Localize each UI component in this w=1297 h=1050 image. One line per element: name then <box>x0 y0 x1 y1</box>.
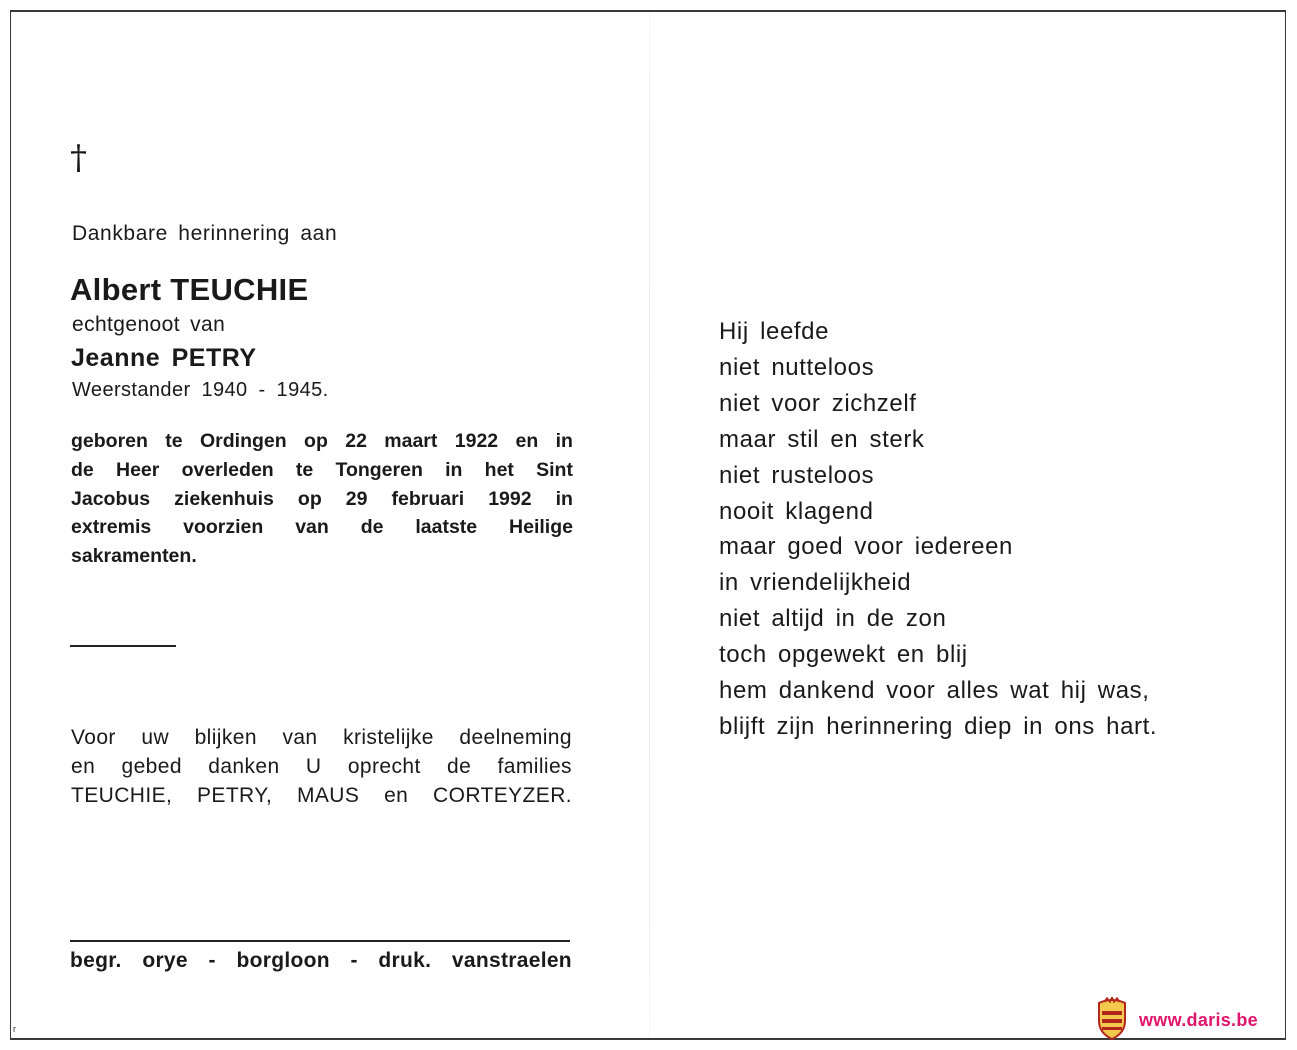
cross-icon: † <box>70 138 87 178</box>
word: overleden <box>181 458 274 481</box>
word: te <box>295 458 314 481</box>
word: sakramenten. <box>71 545 197 568</box>
word: families <box>497 755 572 778</box>
spouse-label: echtgenoot van <box>72 313 226 336</box>
thanks-line <box>71 781 572 810</box>
word: 22 <box>345 430 367 452</box>
bio-line <box>71 513 573 542</box>
deceased-name: Albert TEUCHIE <box>70 272 309 307</box>
word: laatste <box>415 516 478 539</box>
word: deelneming <box>459 726 572 749</box>
corner-mark: r <box>13 1024 16 1034</box>
word: CORTEYZER. <box>433 784 572 807</box>
spouse-name: Jeanne PETRY <box>71 344 257 372</box>
word: TEUCHIE, <box>71 784 173 807</box>
biography-paragraph <box>71 427 573 571</box>
word: U <box>305 755 322 778</box>
word: PETRY, <box>197 784 273 807</box>
bio-line <box>71 485 573 514</box>
poem-line: niet voor zichzelf <box>719 389 917 417</box>
word: 29 <box>345 487 368 510</box>
word: de <box>360 516 384 539</box>
footer-word: - <box>208 949 216 972</box>
bio-line <box>71 456 573 485</box>
word: uw <box>141 726 170 749</box>
poem-line: maar goed voor iedereen <box>719 533 1013 561</box>
poem-line: maar stil en sterk <box>719 425 925 453</box>
word: en <box>384 784 409 807</box>
word: Ordingen <box>200 430 287 452</box>
word: februari <box>391 487 465 510</box>
word: extremis <box>71 516 152 539</box>
poem <box>719 314 1157 745</box>
poem-line: niet altijd in de zon <box>719 605 947 633</box>
word: de <box>71 458 94 481</box>
poem-line: hem dankend voor alles wat hij was, <box>719 677 1150 705</box>
word: Voor <box>71 726 116 749</box>
word: Heer <box>115 458 160 481</box>
word: op <box>297 487 322 510</box>
word: Sint <box>536 458 573 481</box>
footer-word: begr. <box>70 949 122 972</box>
word: danken <box>208 755 280 778</box>
word: gebed <box>121 755 182 778</box>
word: op <box>304 430 328 452</box>
word: ziekenhuis <box>174 487 274 510</box>
resistance-note: Weerstander 1940 - 1945. <box>72 379 329 401</box>
printer-footer <box>70 949 572 973</box>
word: voorzien <box>183 516 264 539</box>
poem-line: blijft zijn herinnering diep in ons hart. <box>719 712 1158 740</box>
poem-line: toch opgewekt en blij <box>719 641 968 669</box>
word: maart <box>384 430 438 452</box>
footer-word: - <box>350 949 358 972</box>
word: blijken <box>194 726 257 749</box>
word: Heilige <box>509 516 573 539</box>
word: in <box>555 430 573 452</box>
footer-word: borgloon <box>236 949 330 972</box>
watermark-text[interactable]: www.daris.be <box>1139 1010 1258 1030</box>
poem-line: niet rusteloos <box>719 461 875 489</box>
card-fold-line <box>649 12 650 1038</box>
word: van <box>295 516 329 539</box>
word: Jacobus <box>71 487 151 510</box>
word: 1992 <box>488 487 532 510</box>
footer-word: orye <box>142 949 188 972</box>
poem-line: in vriendelijkheid <box>719 569 912 597</box>
bio-line <box>71 542 573 571</box>
word: Tongeren <box>335 458 423 481</box>
word: en <box>515 430 539 452</box>
divider-short <box>70 645 176 647</box>
poem-line: niet nutteloos <box>719 353 875 381</box>
word: in <box>555 487 573 510</box>
footer-word: vanstraelen <box>451 949 572 972</box>
poem-line: Hij leefde <box>719 318 830 345</box>
word: in <box>445 458 463 481</box>
word: de <box>447 755 472 778</box>
divider-long <box>70 940 570 942</box>
thanks-line <box>71 752 572 781</box>
word: van <box>282 726 318 749</box>
bio-line <box>71 427 573 456</box>
word: het <box>484 458 514 481</box>
word: 1922 <box>454 430 499 452</box>
word: oprecht <box>347 755 421 778</box>
word: geboren <box>71 430 148 452</box>
word: MAUS <box>296 784 360 807</box>
word: kristelijke <box>343 726 434 749</box>
footer-word: druk. <box>378 949 432 972</box>
poem-line: nooit klagend <box>719 497 874 525</box>
thanks-paragraph <box>71 723 572 810</box>
thanks-line <box>71 723 572 752</box>
heraldic-shield-icon <box>1095 997 1129 1041</box>
word: te <box>165 430 183 452</box>
word: en <box>71 755 96 778</box>
intro-text: Dankbare herinnering aan <box>72 222 338 245</box>
